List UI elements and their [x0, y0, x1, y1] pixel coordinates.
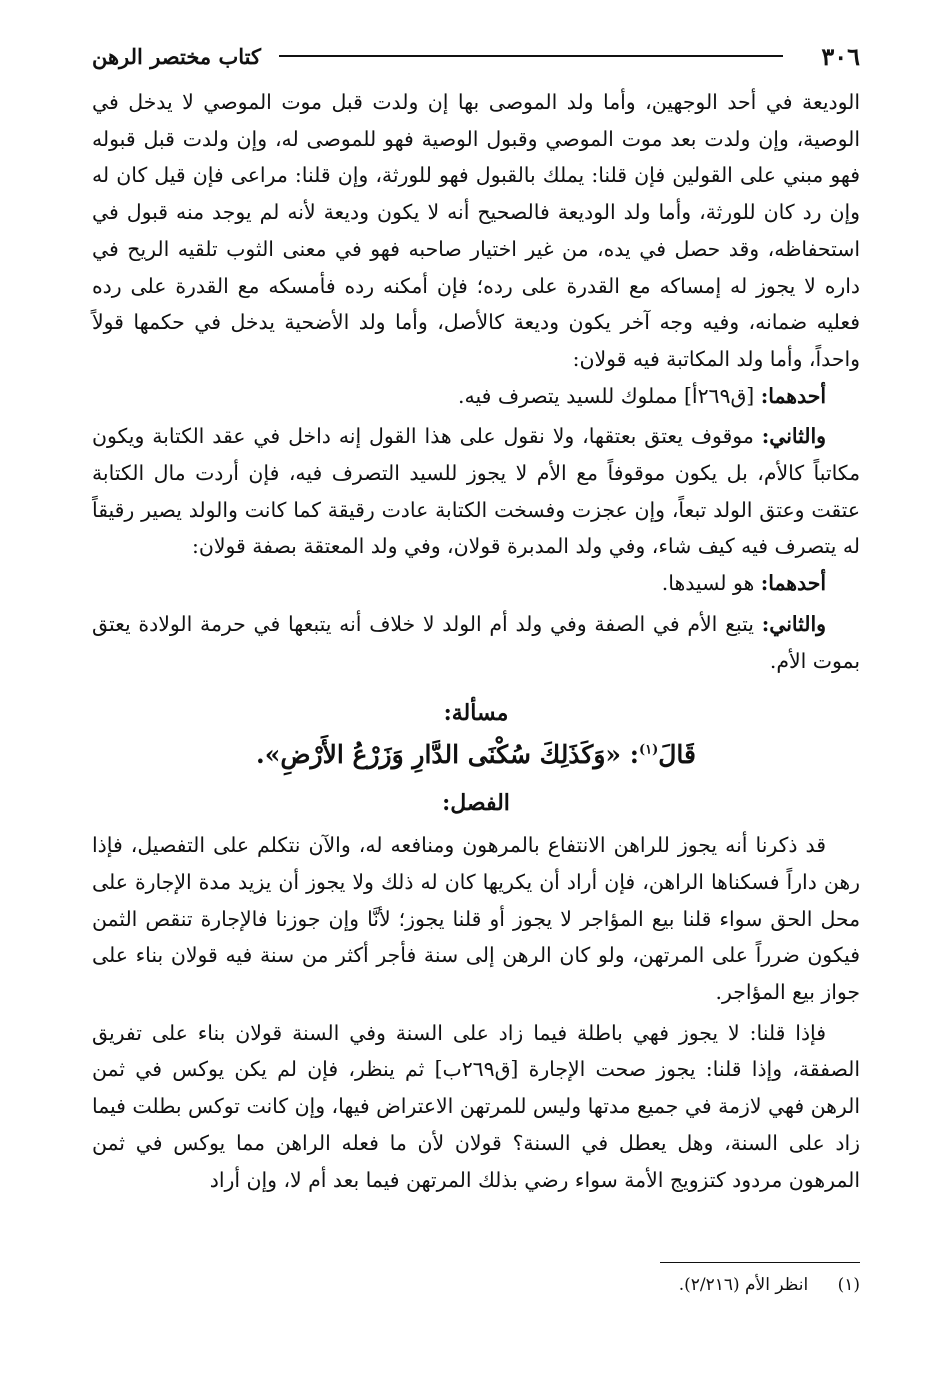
book-title: كتاب مختصر الرهن [92, 43, 261, 69]
paragraph-first-opinion [92, 378, 860, 415]
opinion-text: هو لسيدها. [661, 571, 755, 596]
paragraph-discussion: قد ذكرنا أنه يجوز للراهن الانتفاع بالمرهون ومنافعه له، والآن نتكلم على التفصيل، فإذا رهن داراً فسكناها الراهن، فإن أراد أن يكريها كان له ذلك ولا يجوز أن يزيد مدة الإجارة على محل الحق سواء قلنا بيع المؤاجر لا يجوز أو قلنا يجوز؛ لأنَّا وإن جوزنا فالإجارة تنقص الثمن فيكون ضرراً على المرتهن، ولو كان الرهن إلى سنة فأجر أكثر من سنة فيه قولان بناء على جواز بيع المؤاجر. [92, 833, 860, 1005]
paragraph-discussion-2: فإذا قلنا: لا يجوز فهي باطلة فيما زاد على السنة وفي السنة قولان بناء على تفريق الصفقة، وإذا قلنا: يجوز صحت الإجارة [ق٢٦٩ب] ثم ينظر، فإن لم يكن يوكس في ثمن الرهن فهي لازمة في جميع مدتها وليس للمرتهن الاعتراض فيها، وإن كانت توكس بطلت فيما زاد على السنة، وهل يعطل في السنة؟ قولان لأن ما فعله الراهن مما يوكس في ثمن المرهون مردود كتزويج الأمة سواء رضي بذلك المرتهن فيما بعد أم لا، وإن أراد [92, 1020, 861, 1192]
opinion-text: يتبع الأم في الصفة وفي ولد أم الولد لا خلاف أنه يتبعها في حرمة الولادة يعتق بموت الأم. [92, 611, 860, 673]
opinion-label: والثاني: [761, 611, 827, 636]
quote-prefix: قَالَ [658, 740, 696, 770]
opinion-text: [ق٢٦٩أ] مملوك للسيد يتصرف فيه. [458, 383, 755, 408]
footnote-rule [660, 1262, 860, 1263]
header-rule [279, 55, 783, 57]
quote-text: : «وَكَذَلِكَ سُكْنَى الدَّارِ وَزَرْعُ الأَرْضِ». [256, 740, 639, 770]
paragraph-second-opinion [92, 418, 860, 565]
paragraph-continuation: الوديعة في أحد الوجهين، وأما ولد الموصى بها إن ولدت قبل موت الموصي لا يدخل في الوصية، وإن ولدت بعد موت الموصي وقبول الوصية فهو للموصى له، وإن ولدت قبل قبوله فهو مبني على القولين فإن قلنا: يملك بالقبول فهو للورثة، وإن قلنا: مراعى فإن قيل كان له وإن رد كان للورثة، وأما ولد الوديعة فالصحيح أنه لا يكون وديعة لأنه لم يوجد منه قبول في استحفاظه، وقد حصل في يده، من غير اختيار صاحبه فهو في معنى الثوب تلقيه الريح في داره لا يجوز له إمساكه مع القدرة على رده؛ فإن أمكنه رده فأمسكه مع القدرة على رده فعليه ضمانه، وفيه وجه آخر يكون وديعة كالأصل، وأما ولد الأضحية يدخل في حكمها قولاً واحداً، وأما ولد المكاتبة فيه قولان: [92, 90, 860, 371]
quoted-statement [92, 733, 860, 777]
paragraph-first-opinion-2 [92, 565, 860, 602]
footnote-text: انظر الأم (٢/٢١٦). [678, 1275, 809, 1295]
section-heading-masala: مسألة: [443, 700, 509, 727]
section-heading-fasl: الفصل: [442, 790, 510, 817]
opinion-label: أحدهما: [760, 571, 826, 596]
main-text [92, 84, 860, 1198]
footnote-reference[interactable]: (١) [638, 742, 659, 758]
opinion-label: أحدهما: [760, 383, 826, 408]
opinion-label: والثاني: [761, 424, 827, 449]
running-header [92, 36, 860, 76]
opinion-text: موقوف يعتق بعتقها، ولا نقول على هذا القول إنه داخل في عقد الكتابة ويكون مكاتباً كالأم، بل يكون موقوفاً مع الأم لا يجوز للسيد التصرف فيه، فإن أردت مال الكتابة عتقت وعتق الولد تبعاً، وإن عجزت وفسخت الكتابة عادت رقيقة كما كانت والولد يصير رقيقاً له يتصرف فيه كيف شاء، وفي ولد المدبرة قولان، وفي ولد المعتقة بصفة قولان: [92, 424, 860, 559]
page-number: ٣٠٦ [821, 41, 860, 71]
paragraph-second-opinion-2 [92, 606, 860, 679]
footnote [92, 1270, 860, 1300]
footnote-marker: (١) [837, 1275, 860, 1295]
